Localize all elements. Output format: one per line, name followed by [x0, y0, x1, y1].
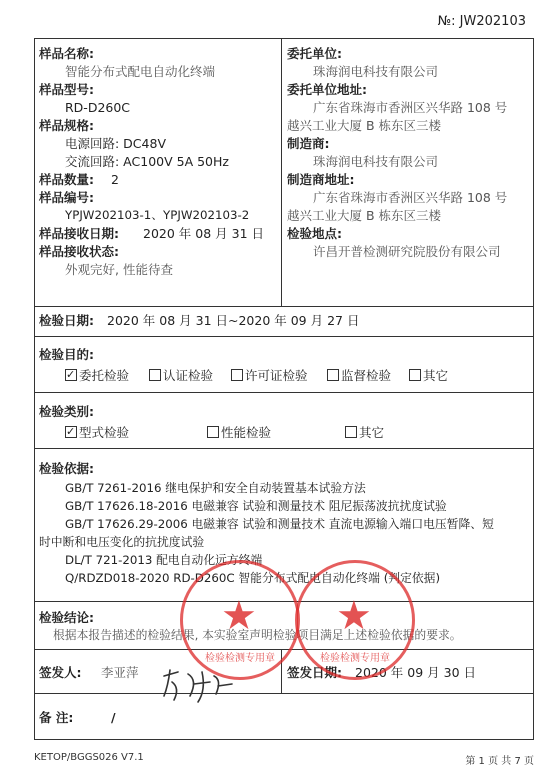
- maker: 珠海润电科技有限公司: [313, 154, 439, 169]
- category-option: 性能检验: [207, 424, 271, 441]
- category-option: 其它: [345, 424, 384, 441]
- purpose-option: ✓委托检验: [65, 367, 129, 384]
- checkbox-icon: [149, 369, 161, 381]
- quantity: 2: [111, 172, 119, 187]
- basis-line: Q/RDZD018-2020 RD-D260C 智能分布式配电自动化终端 (判定依据): [65, 571, 441, 585]
- issue-date-label: 签发日期:: [287, 665, 342, 680]
- receive-date: 2020 年 08 月 31 日: [143, 226, 264, 241]
- star-icon: ★: [336, 593, 372, 639]
- seal-text: 检验检测专用章: [320, 653, 390, 664]
- conclusion-text: 根据本报告描述的检验结果, 本实验室声明检验项目满足上述检验依据的要求。: [53, 628, 462, 642]
- report-number: №: JW202103: [437, 14, 526, 29]
- quantity-label: 样品数量:: [39, 172, 94, 187]
- purpose-option: 监督检验: [327, 367, 391, 384]
- basis-line: DL/T 721-2013 配电自动化远方终端: [65, 553, 263, 567]
- client: 珠海润电科技有限公司: [313, 64, 439, 79]
- spec-ac: 交流回路: AC100V 5A 50Hz: [65, 154, 229, 169]
- client-address-label: 委托单位地址:: [287, 82, 367, 97]
- remark: /: [111, 710, 116, 725]
- maker-address-line1: 广东省珠海市香洲区兴华路 108 号: [313, 190, 508, 205]
- divider: [35, 306, 533, 307]
- divider: [35, 693, 533, 694]
- client-address-line2: 越兴工业大厦 B 栋东区三楼: [287, 118, 442, 133]
- site-label: 检验地点:: [287, 226, 342, 241]
- basis-line: GB/T 7261-2016 继电保护和安全自动装置基本试验方法: [65, 481, 366, 495]
- inspection-seal: [180, 560, 300, 680]
- spec-label: 样品规格:: [39, 118, 94, 133]
- basis-line: GB/T 17626.18-2016 电磁兼容 试验和测量技术 阻尼振荡波抗扰度试验: [65, 499, 447, 513]
- receive-state-label: 样品接收状态:: [39, 244, 119, 259]
- checkbox-icon: [207, 426, 219, 438]
- purpose-option: 认证检验: [149, 367, 213, 384]
- spec-power: 电源回路: DC48V: [65, 136, 166, 151]
- receive-state: 外观完好, 性能待查: [65, 262, 173, 277]
- checkbox-icon: [409, 369, 421, 381]
- column-divider: [281, 39, 282, 306]
- divider: [35, 392, 533, 393]
- checkbox-icon: [327, 369, 339, 381]
- model-label: 样品型号:: [39, 82, 94, 97]
- maker-label: 制造商:: [287, 136, 330, 151]
- page-number: 第 1 页 共 7 页: [465, 756, 534, 767]
- purpose-option: 其它: [409, 367, 448, 384]
- basis-label: 检验依据:: [39, 461, 94, 476]
- maker-address-line2: 越兴工业大厦 B 栋东区三楼: [287, 208, 442, 223]
- sample-name-label: 样品名称:: [39, 46, 94, 61]
- seal-text: 检验检测专用章: [205, 653, 275, 664]
- star-icon: ★: [221, 593, 257, 639]
- category-label: 检验类别:: [39, 404, 94, 419]
- basis-line: 时中断和电压变化的抗扰度试验: [39, 535, 205, 549]
- test-date: 2020 年 08 月 31 日~2020 年 09 月 27 日: [107, 313, 360, 328]
- site: 许昌开普检测研究院股份有限公司: [313, 244, 501, 259]
- purpose-option: 许可证检验: [231, 367, 308, 384]
- purpose-label: 检验目的:: [39, 347, 94, 362]
- issuer: 李亚萍: [101, 665, 139, 680]
- divider: [35, 336, 533, 337]
- sample-name: 智能分布式配电自动化终端: [65, 64, 216, 79]
- conclusion-label: 检验结论:: [39, 610, 94, 625]
- basis-line: GB/T 17626.29-2006 电磁兼容 试验和测量技术 直流电源输入端口电压暂降、短: [65, 517, 494, 531]
- client-label: 委托单位:: [287, 46, 342, 61]
- remark-label: 备 注:: [39, 710, 74, 725]
- test-date-label: 检验日期:: [39, 313, 94, 328]
- checkbox-icon: [345, 426, 357, 438]
- issue-date: 2020 年 09 月 30 日: [355, 665, 476, 680]
- maker-address-label: 制造商地址:: [287, 172, 355, 187]
- inspection-seal: [295, 560, 415, 680]
- checkbox-icon: [231, 369, 243, 381]
- receive-date-label: 样品接收日期:: [39, 226, 119, 241]
- form-code: KETOP/BGGS026 V7.1: [34, 752, 144, 763]
- client-address-line1: 广东省珠海市香洲区兴华路 108 号: [313, 100, 508, 115]
- model: RD-D260C: [65, 100, 131, 115]
- checkbox-checked-icon: [65, 369, 77, 381]
- serial-label: 样品编号:: [39, 190, 94, 205]
- category-option: ✓型式检验: [65, 424, 129, 441]
- issuer-label: 签发人:: [39, 665, 82, 680]
- serial: YPJW202103-1、YPJW202103-2: [65, 208, 250, 222]
- checkbox-checked-icon: [65, 426, 77, 438]
- divider: [35, 448, 533, 449]
